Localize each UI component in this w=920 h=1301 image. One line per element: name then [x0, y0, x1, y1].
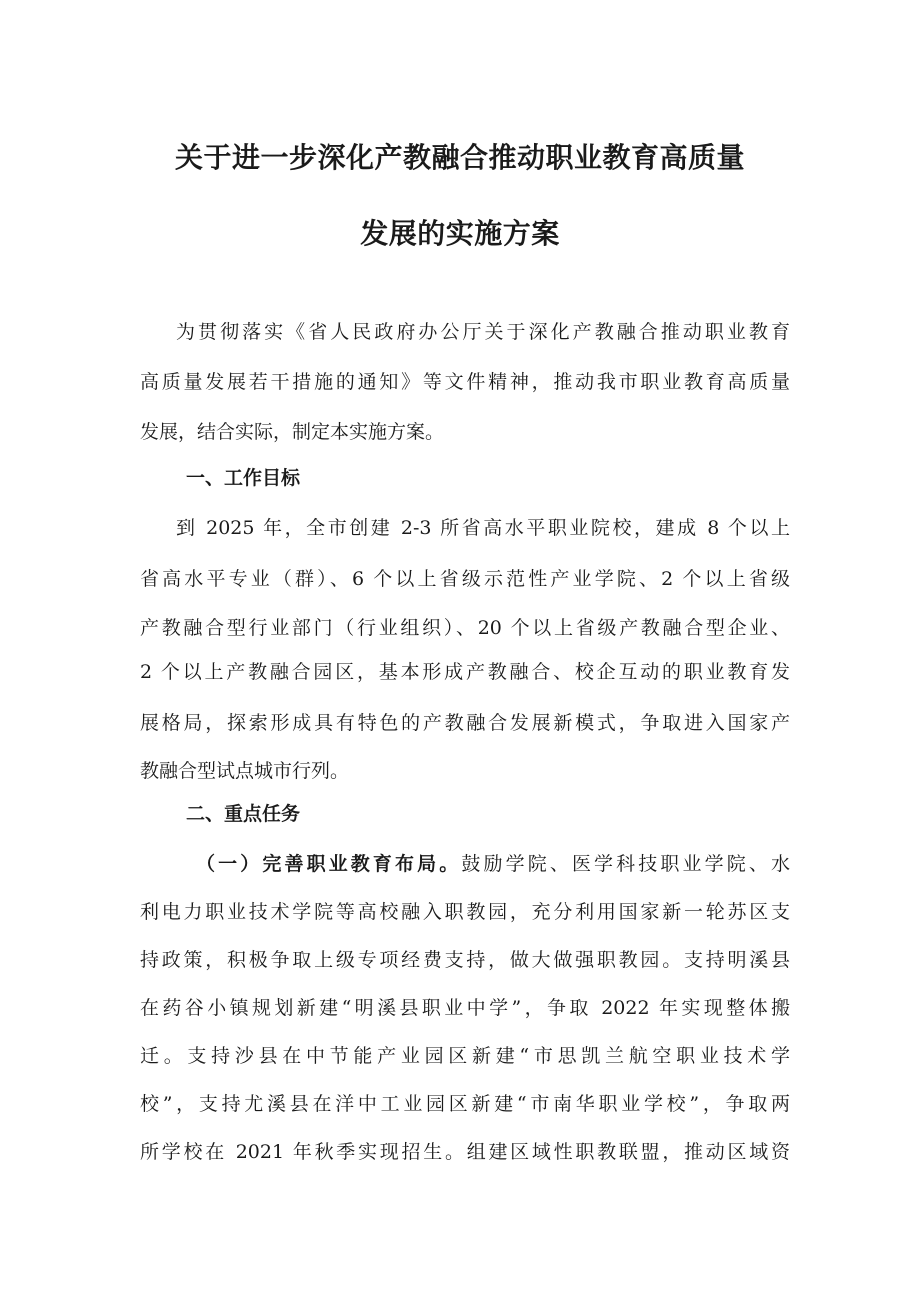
section-2-item-1-first-rest: 鼓励学院、医学科技职业学院、水 [461, 853, 790, 875]
section-2-item-1-line-1 [196, 851, 790, 877]
section-2-item-1-line-7: 所学校在 2021 年秋季实现招生。组建区域性职教联盟，推动区域资 [140, 1141, 790, 1163]
section-2-item-1-line-3: 持政策，积极争取上级专项经费支持，做大做强职教园。支持明溪县 [140, 949, 790, 971]
intro-line-2: 高质量发展若干措施的通知》等文件精神，推动我市职业教育高质量 [140, 371, 790, 393]
section-1-heading: 一、工作目标 [186, 467, 301, 489]
section-2-item-1-line-2: 利电力职业技术学院等高校融入职教园，充分利用国家新一轮苏区支 [140, 901, 790, 923]
section-1-line-5: 展格局，探索形成具有特色的产教融合发展新模式，争取进入国家产 [140, 712, 790, 734]
section-2-item-1-line-5: 迁。支持沙县在中节能产业园区新建“市思凯兰航空职业技术学 [140, 1045, 790, 1067]
section-2-item-1-line-4: 在药谷小镇规划新建“明溪县职业中学”，争取 2022 年实现整体搬 [140, 997, 790, 1019]
document-title-line-2: 发展的实施方案 [360, 217, 560, 250]
section-1-line-6: 教融合型试点城市行列。 [140, 760, 350, 782]
section-2-item-1-lead: （一）完善职业教育布局。 [196, 853, 462, 875]
section-1-line-1: 到 2025 年，全市创建 2-3 所省高水平职业院校，建成 8 个以上 [176, 517, 790, 539]
document-title-line-1: 关于进一步深化产教融合推动职业教育高质量 [174, 141, 745, 174]
section-1-line-3: 产教融合型行业部门（行业组织）、20 个以上省级产教融合型企业、 [140, 617, 790, 639]
section-1-line-2: 省高水平专业（群）、6 个以上省级示范性产业学院、2 个以上省级 [140, 568, 790, 590]
intro-line-3: 发展，结合实际，制定本实施方案。 [140, 421, 445, 443]
section-2-item-1-line-6: 校”，支持尤溪县在洋中工业园区新建“市南华职业学校”，争取两 [140, 1093, 790, 1115]
section-1-line-4: 2 个以上产教融合园区，基本形成产教融合、校企互动的职业教育发 [140, 661, 790, 683]
section-2-heading: 二、重点任务 [186, 803, 301, 825]
intro-line-1: 为贯彻落实《省人民政府办公厅关于深化产教融合推动职业教育 [176, 321, 790, 343]
